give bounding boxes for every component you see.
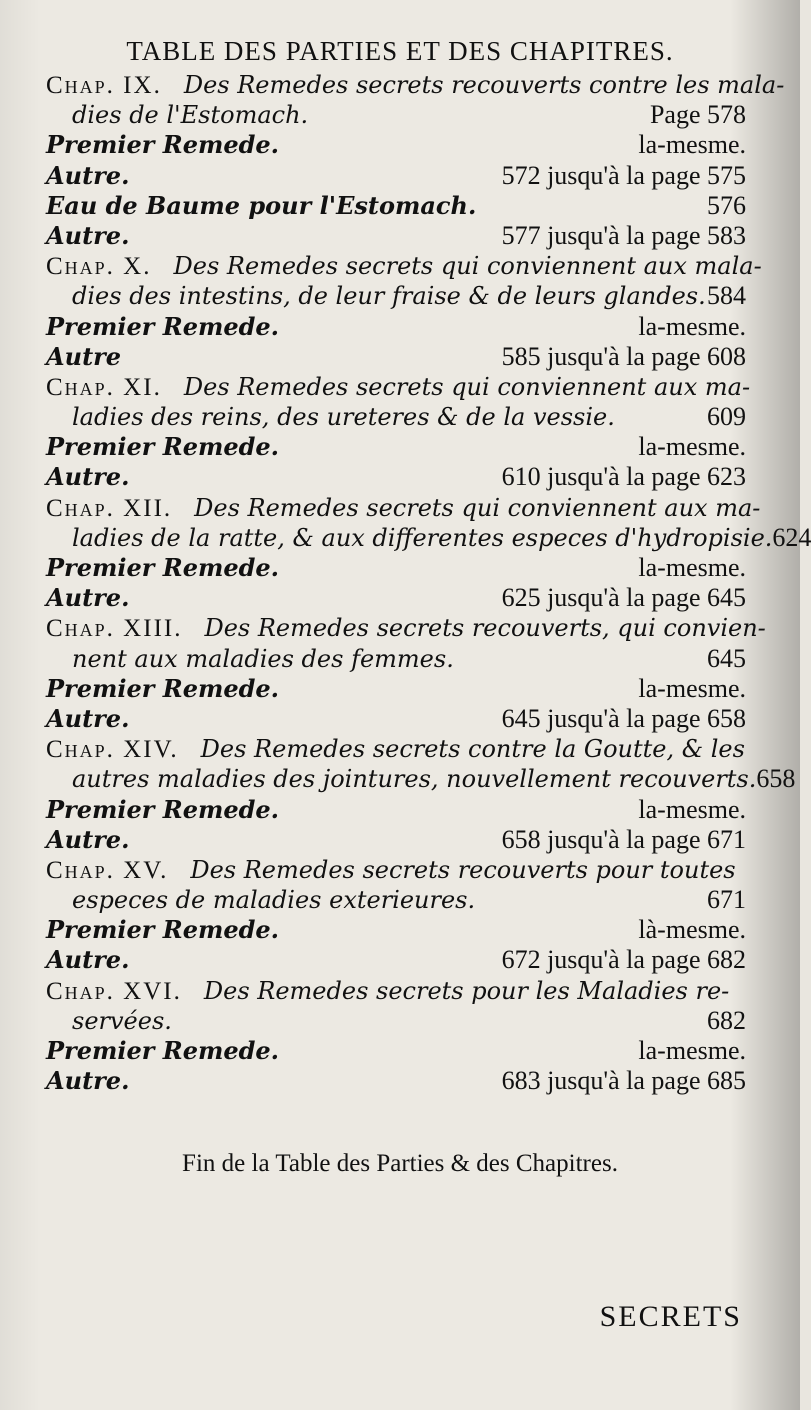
chapter-title-line2: dies de l'Estomach. <box>72 101 309 130</box>
remedy-page: 672 jusqu'à la page 682 <box>501 945 746 975</box>
remedy-label: Autre. <box>46 945 130 975</box>
chapter-page: Page 578 <box>649 100 746 130</box>
remedy-page: la-mesme. <box>638 130 746 160</box>
chapter-title-line1: Des Remedes secrets qui conviennent aux ma- <box>183 372 751 401</box>
remedy-entry <box>46 583 746 613</box>
chapter-page: 624 <box>772 522 811 552</box>
remedy-label: Autre. <box>46 160 130 190</box>
chapter-title-line1: Des Remedes secrets recouverts contre les mala- <box>183 71 785 99</box>
remedy-label: Premier Remede. <box>46 130 280 160</box>
chapter-page: 658 <box>756 764 796 794</box>
chapter-number: Chap. X. <box>46 253 152 281</box>
remedy-page: la-mesme. <box>638 311 746 341</box>
chapter-number: Chap. XII. <box>46 494 173 522</box>
chapter-title-line2: ladies des reins, des ureteres & de la vessie. <box>72 403 615 432</box>
remedy-entry <box>46 462 746 492</box>
chapter-entry <box>46 613 766 673</box>
table-of-contents <box>46 70 811 1096</box>
remedy-label: Premier Remede. <box>46 794 280 824</box>
chapter-title-line2: servées. <box>72 1006 172 1035</box>
chapter-entry <box>46 70 785 130</box>
end-of-table-note: Fin de la Table des Parties & des Chapitres. <box>182 1150 618 1177</box>
remedy-page: 576 <box>707 190 746 220</box>
remedy-label: Autre. <box>46 220 130 250</box>
remedy-label: Autre. <box>46 462 130 492</box>
chapter-title-line1: Des Remedes secrets contre la Goutte, & les <box>200 735 745 764</box>
remedy-page: 645 jusqu'à la page 658 <box>501 703 746 733</box>
chapter-title-line2: especes de maladies exterieures. <box>72 886 476 915</box>
chapter-page: 584 <box>707 281 746 311</box>
chapter-page: 682 <box>707 1005 746 1035</box>
remedy-entry <box>46 674 746 704</box>
remedy-entry <box>46 553 746 583</box>
remedy-entry <box>46 161 746 191</box>
chapter-number: Chap. XIV. <box>46 736 179 764</box>
remedy-entry <box>46 342 746 372</box>
chapter-title-line2: dies des intestins, de leur fraise & de leurs glandes. <box>72 282 706 311</box>
remedy-entry <box>46 945 746 975</box>
chapter-entry <box>46 734 796 794</box>
remedy-page: 625 jusqu'à la page 645 <box>501 583 746 613</box>
remedy-page: là-mesme. <box>638 915 746 945</box>
remedy-label: Autre. <box>46 583 130 613</box>
chapter-page: 645 <box>707 643 746 673</box>
remedy-page: la-mesme. <box>638 1036 746 1065</box>
chapter-entry <box>46 251 762 311</box>
remedy-entry <box>46 1066 746 1096</box>
remedy-entry <box>46 191 746 221</box>
remedy-entry <box>46 432 746 462</box>
remedy-page: la-mesme. <box>638 432 746 462</box>
remedy-entry <box>46 1036 746 1066</box>
remedy-entry <box>46 915 746 945</box>
remedy-label: Premier Remede. <box>46 311 280 341</box>
chapter-entry <box>46 372 751 432</box>
remedy-entry <box>46 130 746 160</box>
chapter-number: Chap. XVI. <box>46 977 182 1005</box>
chapter-page: 609 <box>707 402 746 432</box>
page-header: TABLE DES PARTIES ET DES CHAPITRES. <box>126 36 674 66</box>
remedy-label: Premier Remede. <box>46 432 280 462</box>
remedy-label: Premier Remede. <box>46 1036 280 1065</box>
catchword: SECRETS <box>599 1300 742 1333</box>
chapter-page: 671 <box>707 885 746 915</box>
remedy-label: Premier Remede. <box>46 553 280 582</box>
chapter-entry <box>46 493 811 553</box>
remedy-label: Premier Remede. <box>46 915 280 945</box>
remedy-label: Autre. <box>46 1066 130 1096</box>
remedy-page: 658 jusqu'à la page 671 <box>501 824 746 854</box>
remedy-entry <box>46 825 746 855</box>
remedy-label: Autre. <box>46 703 130 733</box>
remedy-page: la-mesme. <box>638 673 746 703</box>
remedy-page: la-mesme. <box>638 553 746 582</box>
remedy-entry <box>46 795 746 825</box>
remedy-entry <box>46 704 746 734</box>
chapter-title-line1: Des Remedes secrets recouverts pour toutes <box>190 855 736 884</box>
chapter-title-line1: Des Remedes secrets recouverts, qui convien- <box>204 614 766 643</box>
remedy-page: 572 jusqu'à la page 575 <box>501 160 746 190</box>
chapter-title-line1: Des Remedes secrets pour les Maladies re- <box>203 976 730 1005</box>
chapter-entry <box>46 855 746 915</box>
remedy-page: la-mesme. <box>638 794 746 824</box>
remedy-label: Eau de Baume pour l'Estomach. <box>46 190 477 220</box>
chapter-number: Chap. IX. <box>46 72 162 99</box>
remedy-label: Premier Remede. <box>46 673 280 703</box>
remedy-page: 577 jusqu'à la page 583 <box>501 220 746 250</box>
remedy-entry <box>46 312 746 342</box>
chapter-title-line2: autres maladies des jointures, nouvellement recouverts. <box>72 765 757 794</box>
chapter-number: Chap. XV. <box>46 856 169 884</box>
chapter-title-line2: nent aux maladies des femmes. <box>72 644 454 673</box>
chapter-number: Chap. XIII. <box>46 615 183 643</box>
chapter-title-line1: Des Remedes secrets qui conviennent aux mala- <box>173 252 762 281</box>
chapter-title-line1: Des Remedes secrets qui conviennent aux ma- <box>194 493 761 522</box>
remedy-label: Autre. <box>46 824 130 854</box>
remedy-page: 585 jusqu'à la page 608 <box>501 341 746 371</box>
remedy-page: 610 jusqu'à la page 623 <box>501 462 746 492</box>
chapter-number: Chap. XI. <box>46 373 162 401</box>
remedy-label: Autre <box>46 341 122 371</box>
chapter-title-line2: ladies de la ratte, & aux differentes especes d'hydropisie. <box>72 523 773 552</box>
chapter-entry <box>46 976 746 1036</box>
remedy-entry <box>46 221 746 251</box>
remedy-page: 683 jusqu'à la page 685 <box>501 1066 746 1096</box>
